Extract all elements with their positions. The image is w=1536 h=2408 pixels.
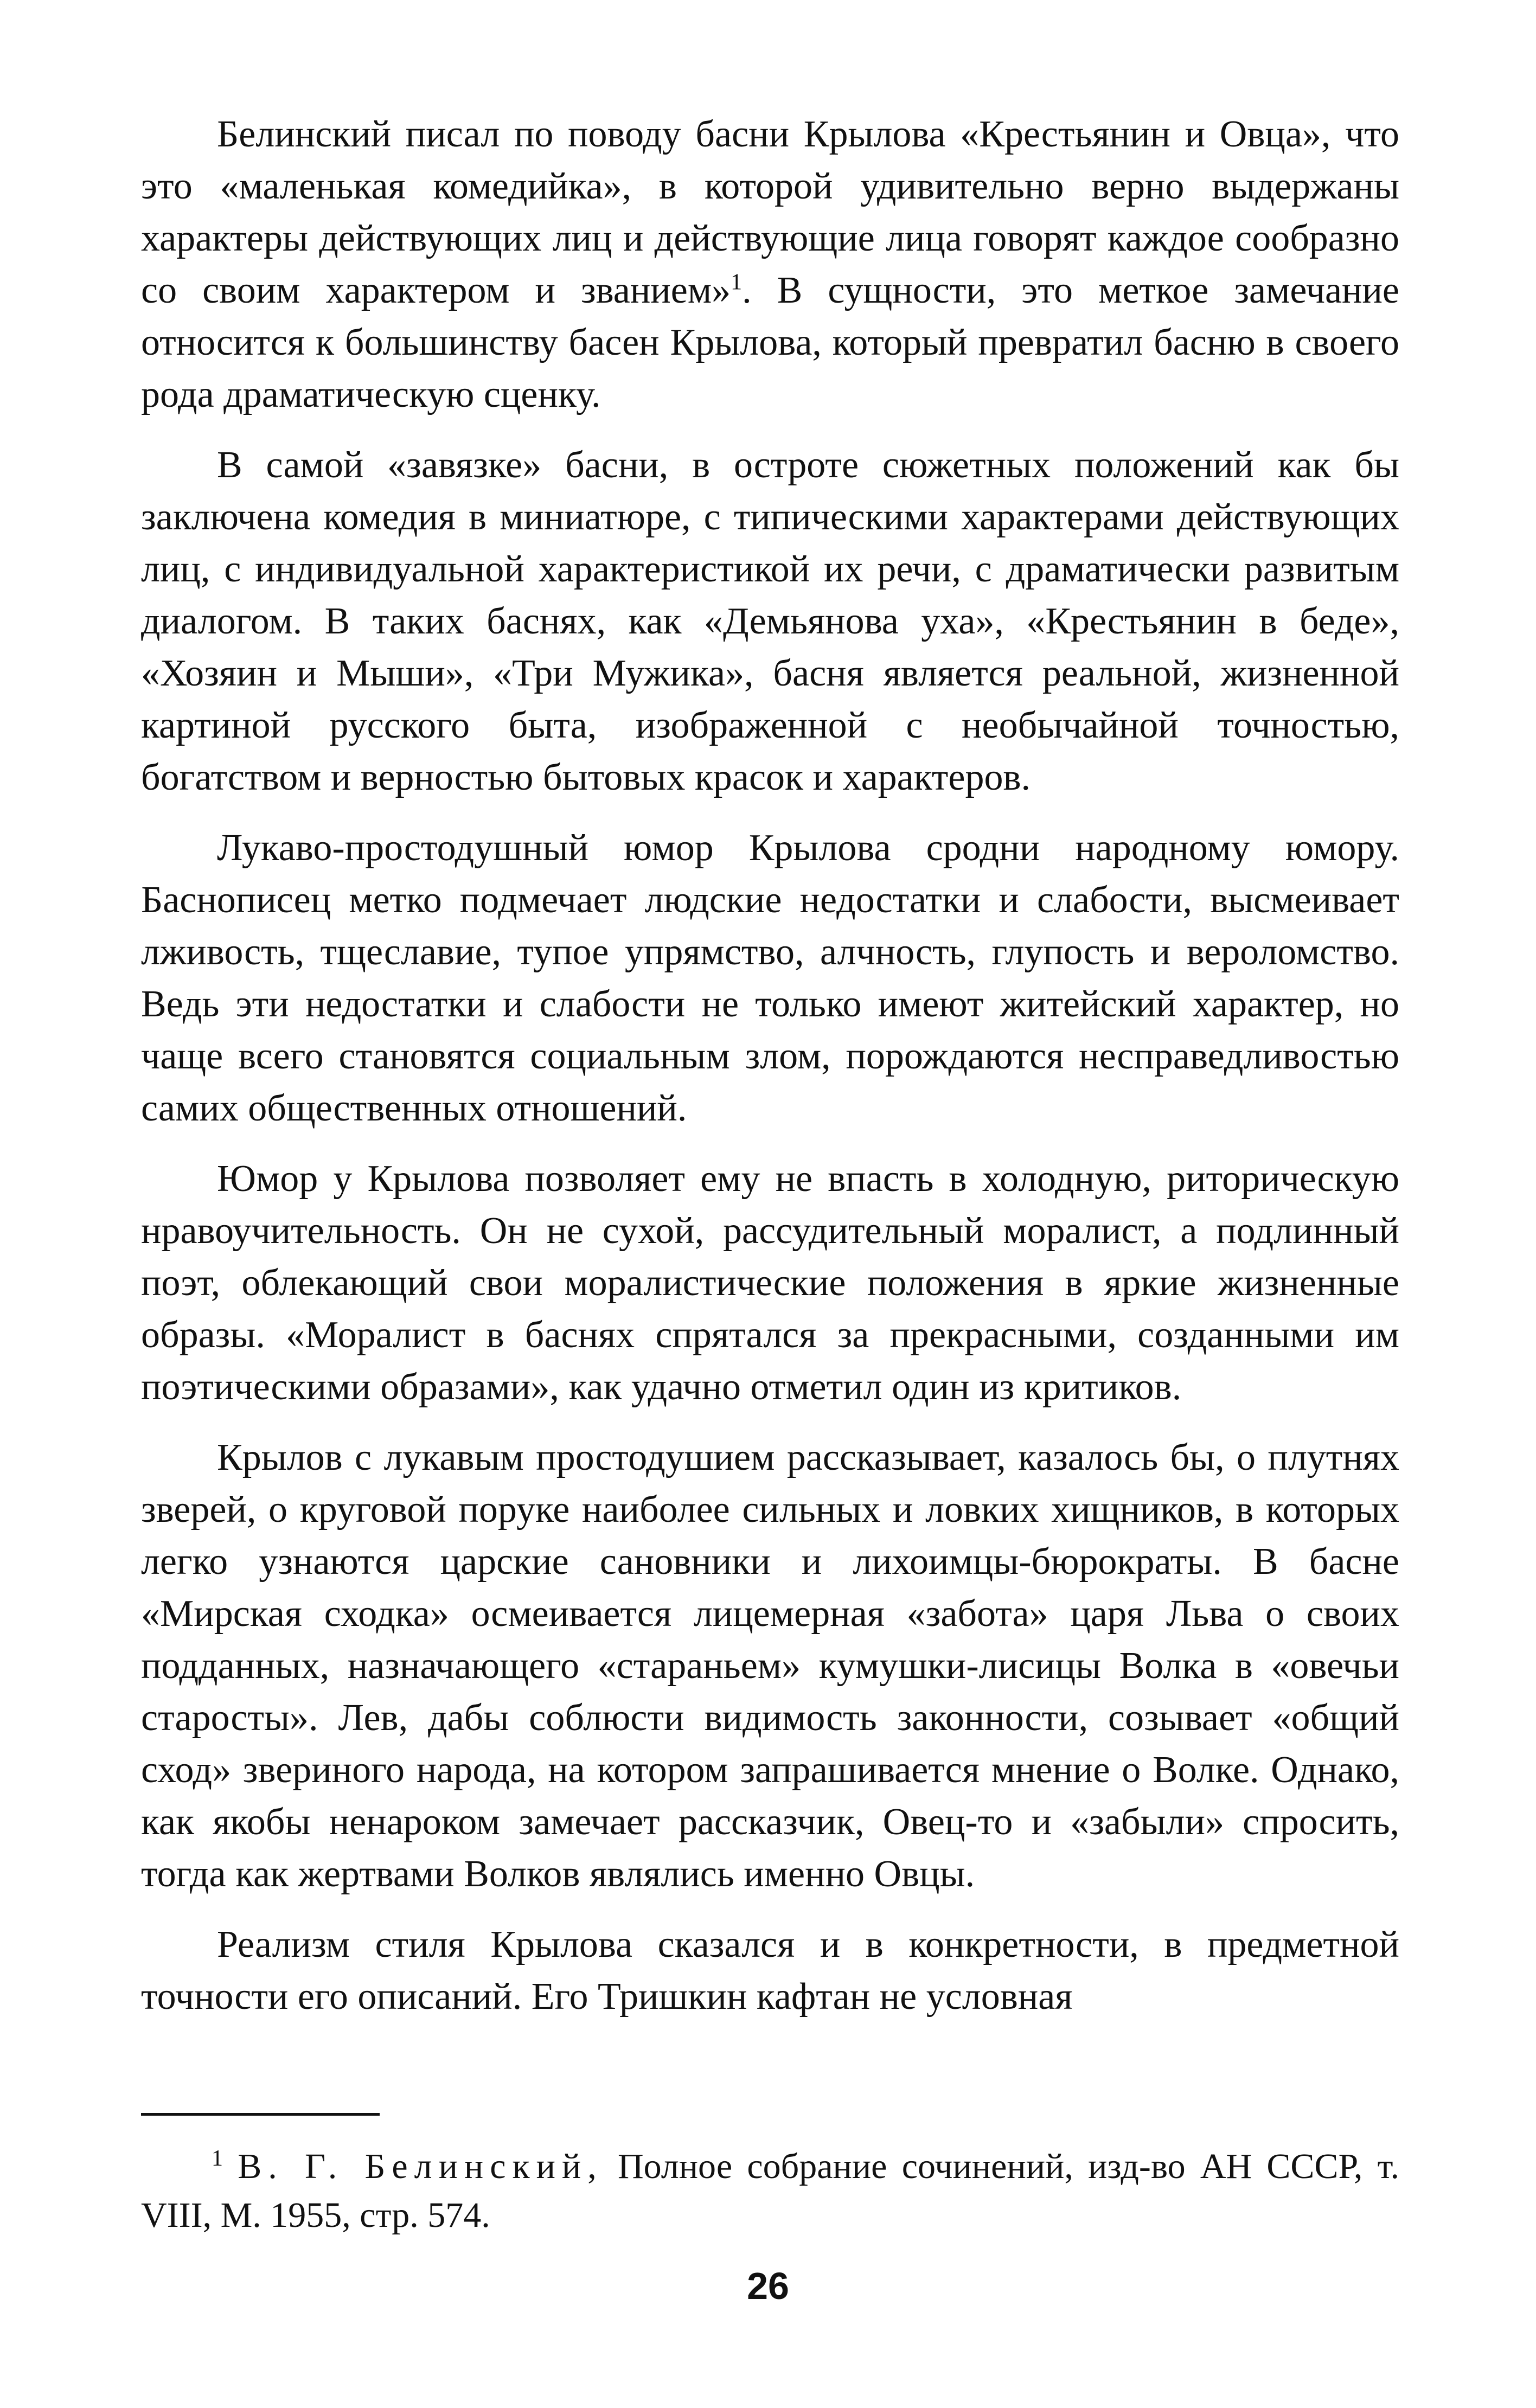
- main-text: [141, 108, 1399, 2041]
- paragraph-2: В самой «завязке» басни, в остроте сюжетных положений как бы заключена комедия в миниатюре, с типическими характерами действующих лиц, с индивидуальной характеристикой их речи, с драматически развитым диалогом. В таких баснях, как «Демьянова уха», «Крестьянин в беде», «Хозяин и Мыши», «Три Мужика», басня является реальной, жизненной картиной русского быта, изображенной с необычайной точностью, богатством и верностью бытовых красок и характеров.: [141, 444, 1399, 798]
- footnote-mark: 1: [212, 2146, 223, 2171]
- page-number: 26: [747, 2265, 789, 2307]
- footnote-author: В. Г. Белинский,: [238, 2147, 603, 2186]
- paragraph-1-text-after-note: . В сущности, это меткое замечание относится к большинству басен Крылова, который превратил басню в своего рода драматическую сценку.: [141, 270, 1399, 415]
- paragraph-1: [141, 108, 1399, 421]
- footnote-reference: 1: [731, 270, 743, 295]
- footnote: [141, 2142, 1399, 2240]
- footnote-text: Полное собрание сочинений, изд-во АН СССР, т. VIII, М. 1955, стр. 574.: [141, 2147, 1400, 2235]
- paragraph-5: Крылов с лукавым простодушием рассказывает, казалось бы, о плутнях зверей, о круговой поруке наиболее сильных и ловких хищников, в которых легко узнаются царские сановники и лихоимцы-бюрократы. В басне «Мирская сходка» осмеивается лицемерная «забота» царя Льва о своих подданных, назначающего «стараньем» кумушки-лисицы Волка в «овечьи старосты». Лев, дабы соблюсти видимость законности, созывает «общий сход» звериного народа, на котором запрашивается мнение о Волке. Однако, как якобы ненароком замечает рассказчик, Овец-то и «забыли» спросить, тогда как жертвами Волков являлись именно Овцы.: [141, 1437, 1399, 1895]
- footnote-divider: [141, 2113, 380, 2116]
- paragraph-1-text-before-note: Белинский писал по поводу басни Крылова «Крестьянин и Овца», что это «маленькая комедийка», в которой удивительно верно выдержаны характеры действующих лиц и действующие лица говорят каждое сообразно со своим характером и званием»: [141, 113, 1399, 311]
- paragraph-3: Лукаво-простодушный юмор Крылова сродни народному юмору. Баснописец метко подмечает людские недостатки и слабости, высмеивает лживость, тщеславие, тупое упрямство, алчность, глупость и вероломство. Ведь эти недостатки и слабости не только имеют житейский характер, но чаще всего становятся социальным злом, порождаются несправедливостью самих общественных отношений.: [141, 827, 1399, 1129]
- paragraph-4: Юмор у Крылова позволяет ему не впасть в холодную, риторическую нравоучительность. Он не сухой, рассудительный моралист, а подлинный поэт, облекающий свои моралистические положения в яркие жизненные образы. «Моралист в баснях спрятался за прекрасными, созданными им поэтическими образами», как удачно отметил один из критиков.: [141, 1158, 1399, 1408]
- paragraph-6: Реализм стиля Крылова сказался и в конкретности, в предметной точности его описаний. Его Тришкин кафтан не условная: [141, 1924, 1399, 2018]
